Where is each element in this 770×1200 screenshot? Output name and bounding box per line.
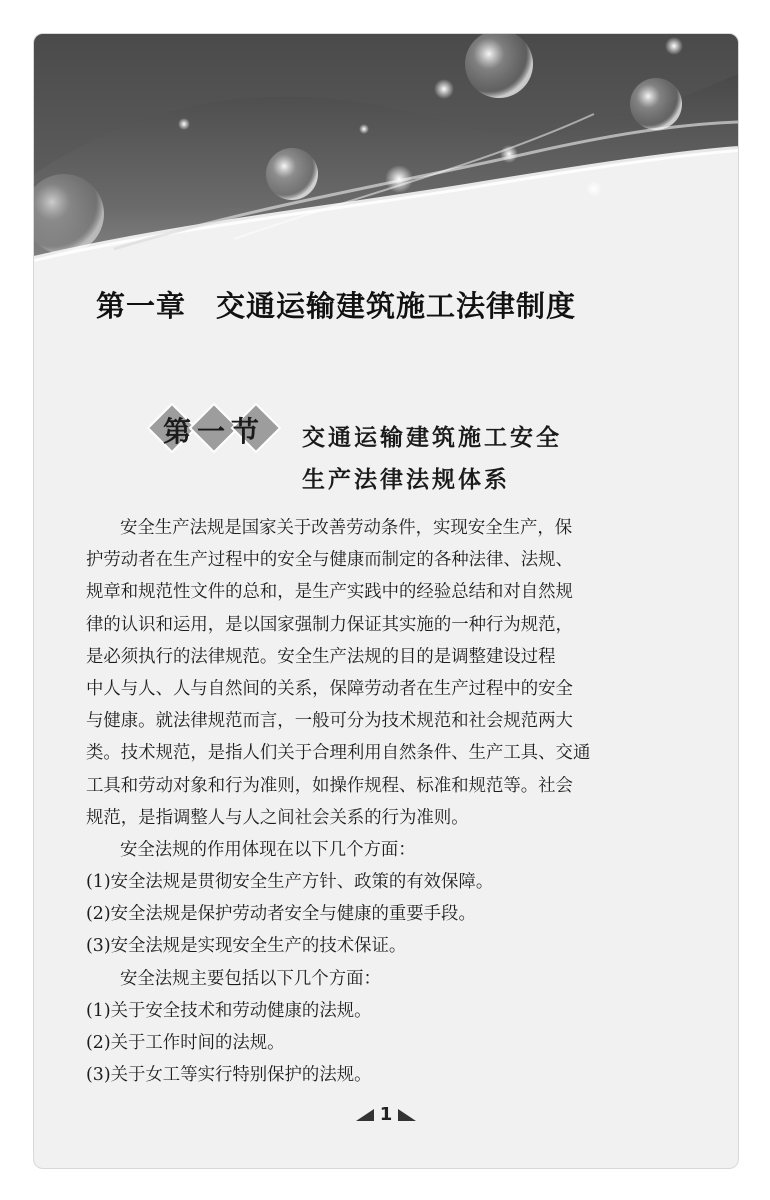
page-number: 1 [379,1104,393,1125]
paragraph-line: 类。技术规范，是指人们关于合理利用自然条件、生产工具、交通 [86,743,591,764]
paragraph-line: 规范，是指调整人与人之间社会关系的行为准则。 [86,807,469,828]
paragraph-line: 安全法规主要包括以下几个方面： [120,968,381,989]
paragraph-line: 是必须执行的法律规范。安全生产法规的目的是调整建设过程 [86,646,556,667]
paragraph-line: (1)安全法规是贯彻安全生产方针、政策的有效保障。 [86,872,494,893]
header-banner-image [34,34,738,279]
book-page [33,33,739,1169]
paragraph-line: 工具和劳动对象和行为准则，如操作规程、标准和规范等。社会 [86,775,573,796]
paragraph-line: 中人与人、人与自然间的关系，保障劳动者在生产过程中的安全 [86,678,573,699]
paragraph-line: (2)安全法规是保护劳动者安全与健康的重要手段。 [86,904,476,925]
chapter-title: 第一章 交通运输建筑施工法律制度 [96,289,577,323]
paragraph-line: (3)安全法规是实现安全生产的技术保证。 [86,936,407,957]
section-title-line: 交通运输建筑施工安全 [302,425,562,451]
paragraph-line: 律的认识和运用，是以国家强制力保证其实施的一种行为规范， [86,614,573,635]
paragraph-line: (2)关于工作时间的法规。 [86,1033,285,1053]
section-title [302,417,562,501]
triangle-right-icon [398,1109,416,1121]
paragraph-line: (1)关于安全技术和劳动健康的法规。 [86,1000,372,1021]
paragraph-line: 规章和规范性文件的总和，是生产实践中的经验总结和对自然规 [86,582,573,603]
section-badge-label: 第一节 [162,415,265,448]
body-text [86,512,692,1091]
section-badge [144,400,284,456]
paragraph-line: (3)关于女工等实行特别保护的法规。 [86,1065,372,1086]
section-title-line: 生产法律法规体系 [302,467,510,493]
paragraph-line: 安全生产法规是国家关于改善劳动条件，实现安全生产，保 [120,518,573,538]
paragraph-line: 与健康。就法律规范而言，一般可分为技术规范和社会规范两大 [86,711,573,732]
paragraph-line: 护劳动者在生产过程中的安全与健康而制定的各种法律、法规、 [86,550,573,571]
page-number-footer [34,1104,738,1125]
triangle-left-icon [356,1109,374,1121]
paragraph-line: 安全法规的作用体现在以下几个方面： [120,839,416,860]
